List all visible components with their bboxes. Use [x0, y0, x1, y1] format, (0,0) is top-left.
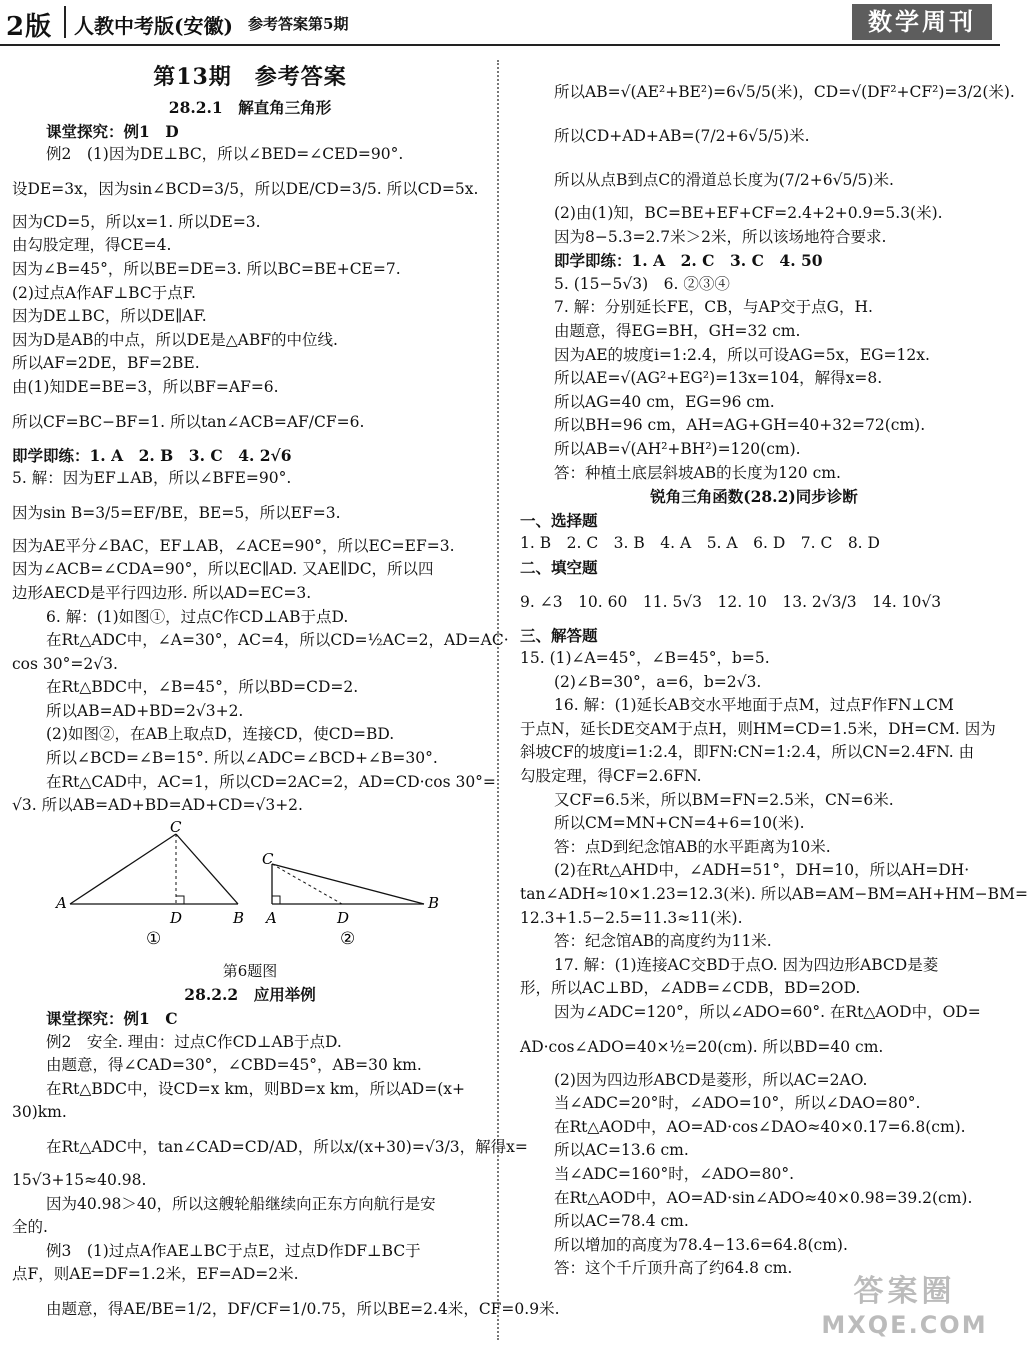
- page-header: [0, 0, 1000, 46]
- text-line: (2)因为四边形ABCD是菱形，所以AC=2AO.: [554, 1070, 868, 1089]
- text-line: 在Rt△BDC中，设CD=x km，则BD=x km，所以AD=(x+: [46, 1079, 465, 1098]
- text-line: 17. 解：(1)连接AC交BD于点O. 因为四边形ABCD是菱: [554, 955, 939, 974]
- text-line: (2)如图②，在AB上取点D，连接CD，使CD=BD.: [46, 725, 395, 744]
- text-line: 所以AG=40 cm，EG=96 cm.: [554, 392, 775, 411]
- text-line: 所以AE=√(AG²+EG²)=13x=104，解得x=8.: [554, 369, 883, 388]
- text-line: 所以AB=AD+BD=2√3+2.: [46, 701, 244, 720]
- text-line: 由勾股定理，得CE=4.: [12, 236, 172, 255]
- text-line: 6. 解：(1)如图①，过点C作CD⊥AB于点D.: [46, 607, 349, 626]
- text-line: 即学即练：1. A 2. C 3. C 4. 50: [554, 251, 823, 271]
- text-line: 因为8−5.3=2.7米＞2米，所以该场地符合要求.: [554, 227, 887, 246]
- text-line: 所以AB=√(AH²+BH²)=120(cm).: [554, 439, 801, 458]
- text-line: 12.3+1.5−2.5=11.3≈11(米).: [520, 908, 743, 927]
- text-line: 7. 解：分别延长FE，CB，与AP交于点G，H.: [554, 298, 873, 317]
- fig-label: C: [170, 817, 182, 836]
- site-watermark: [817, 1273, 992, 1343]
- text-line: 在Rt△BDC中，∠B=45°，所以BD=CD=2.: [46, 678, 359, 697]
- header-separator: [64, 6, 66, 38]
- section-title: 28.2.2 应用举例: [184, 985, 316, 1005]
- text-line: 答：点D到纪念馆AB的水平距离为10米.: [554, 837, 831, 856]
- watermark-url: MXQE.COM: [821, 1311, 988, 1339]
- figure-caption: 第6题图: [222, 961, 278, 980]
- text-line: 点F，则AE=DF=1.2米，EF=AD=2米.: [12, 1265, 299, 1284]
- text-line: 15. (1)∠A=45°，∠B=45°，b=5.: [520, 649, 770, 668]
- text-line: 例3 (1)过点A作AE⊥BC于点E，过点D作DF⊥BC于: [46, 1241, 421, 1260]
- fig-label: A: [56, 893, 67, 912]
- figure-1: [54, 818, 244, 949]
- text-line: 于点N，延长DE交AM于点H，则HM=CD=1.5米，DH=CM. 因为: [520, 719, 996, 738]
- text-line: 答：这个千斤顶升高了约64.8 cm.: [554, 1259, 793, 1278]
- text-line: 例2 安全. 理由：过点C作CD⊥AB于点D.: [46, 1032, 342, 1051]
- text-line: 课堂探究：例1 C: [46, 1009, 178, 1029]
- watermark-logo-text: 答案圈: [853, 1274, 956, 1309]
- publisher-label: 人教中考版(安徽): [74, 14, 233, 38]
- fig-number: ②: [340, 928, 356, 949]
- text-line: 斜坡CF的坡度i=1:2.4，即FN:CN=1:2.4，所以CN=2.4FN. 由: [520, 743, 975, 762]
- text-line: 由题意，得EG=BH，GH=32 cm.: [554, 321, 801, 340]
- subsection-title: 一、选择题: [520, 510, 598, 530]
- section-title: 锐角三角函数(28.2)同步诊断: [650, 487, 858, 507]
- text-line: 所以AF=2DE，BF=2BE.: [12, 354, 200, 373]
- triangle-diagrams: [12, 817, 488, 960]
- text-line: 所以AC=13.6 cm.: [554, 1141, 689, 1160]
- text-line: 所以AB=√(AE²+BE²)=6√5/5(米)，CD=√(DF²+CF²)=3/2(米).: [554, 83, 1015, 101]
- text-line: (2)在Rt△AHD中，∠ADH=51°，DH=10，所以AH=DH·: [554, 861, 970, 880]
- text-line: 30)km.: [12, 1103, 67, 1122]
- text-line: 因为DE⊥BC，所以DE∥AF.: [12, 307, 207, 326]
- text-line: 答：种植土底层斜坡AB的长度为120 cm.: [554, 463, 841, 482]
- text-line: 所以CM=MN+CN=4+6=10(米).: [554, 814, 805, 833]
- text-line: 因为sin B=3/5=EF/BE，BE=5，所以EF=3.: [12, 503, 341, 522]
- text-line: 在Rt△ADC中，tan∠CAD=CD/AD，所以x/(x+30)=√3/3，解得x=: [46, 1138, 528, 1156]
- text-line: 因为AE的坡度i=1:2.4，所以可设AG=5x，EG=12x.: [554, 345, 930, 364]
- text-line: 答：纪念馆AB的高度约为11米.: [554, 932, 772, 951]
- text-line: 因为D是AB的中点，所以DE是△ABF的中位线.: [12, 330, 338, 349]
- text-line: 由题意，得∠CAD=30°，∠CBD=45°，AB=30 km.: [46, 1056, 422, 1075]
- text-line: 由题意，得AE/BE=1/2，DF/CF=1/0.75，所以BE=2.4米，CF=0.9米.: [46, 1299, 560, 1318]
- text-line: 所以从点B到点C的滑道总长度为(7/2+6√5/5)米.: [554, 171, 894, 189]
- text-line: AD·cos∠ADO=40×½=20(cm). 所以BD=40 cm.: [520, 1037, 884, 1056]
- fig-label: B: [428, 893, 440, 912]
- text-line: 在Rt△AOD中，AO=AD·sin∠ADO≈40×0.98=39.2(cm).: [554, 1188, 973, 1207]
- text-line: 因为AE平分∠BAC，EF⊥AB，∠ACE=90°，所以EC=EF=3.: [12, 536, 455, 555]
- edition-label: 2版: [6, 12, 53, 42]
- text-line: (2)由(1)知，BC=BE+EF+CF=2.4+2+0.9=5.3(米).: [554, 204, 943, 222]
- subsection-title: 二、填空题: [520, 557, 598, 577]
- text-line: 在Rt△AOD中，AO=AD·cos∠DAO≈40×0.17=6.8(cm).: [554, 1117, 966, 1136]
- text-line: 在Rt△CAD中，AC=1，所以CD=2AC=2，AD=CD·cos 30°=: [46, 772, 496, 791]
- text-line: 又CF=6.5米，所以BM=FN=2.5米，CN=6米.: [554, 790, 894, 809]
- text-line: 因为∠B=45°，所以BE=DE=3. 所以BC=BE+CE=7.: [12, 259, 401, 278]
- fig-number: ①: [146, 928, 162, 949]
- fig-label: D: [337, 908, 350, 927]
- text-line: (2)∠B=30°，a=6，b=2√3.: [554, 672, 762, 691]
- text-line: 勾股定理，得CF=2.6FN.: [520, 767, 702, 786]
- text-line: (2)过点A作AF⊥BC于点F.: [12, 283, 196, 302]
- text-line: 所以AC=78.4 cm.: [554, 1212, 689, 1231]
- text-line: 当∠ADC=160°时，∠ADO=80°.: [554, 1164, 794, 1183]
- text-line: 5. 解：因为EF⊥AB，所以∠BFE=90°.: [12, 469, 292, 488]
- page-title: 第13期 参考答案: [153, 64, 347, 90]
- problem-6-figure: [12, 817, 488, 960]
- text-line: 例2 (1)因为DE⊥BC，所以∠BED=∠CED=90°.: [46, 145, 404, 164]
- brand-badge: 数学周刊: [852, 4, 992, 40]
- text-line: 在Rt△ADC中，∠A=30°，AC=4，所以CD=½AC=2，AD=AC·: [46, 631, 509, 650]
- text-line: 5. (15−5√3) 6. ②③④: [554, 274, 730, 293]
- text-line: 因为40.98＞40，所以这艘轮船继续向正东方向航行是安: [46, 1194, 436, 1213]
- fig-label: D: [170, 908, 183, 927]
- text-line: 15√3+15≈40.98.: [12, 1171, 147, 1189]
- text-line: 所以BH=96 cm，AH=AG+GH=40+32=72(cm).: [554, 416, 926, 435]
- text-line: cos 30°=2√3.: [12, 654, 118, 673]
- text-line: 当∠ADC=20°时，∠ADO=10°，所以∠DAO=80°.: [554, 1094, 921, 1113]
- text-line: 所以CD+AD+AB=(7/2+6√5/5)米.: [554, 127, 810, 145]
- subsection-title: 三、解答题: [520, 625, 598, 645]
- fig-label: C: [262, 849, 274, 868]
- right-column: [520, 70, 1028, 1281]
- text-line: tan∠ADH≈10×1.23=12.3(米). 所以AB=AM−BM=AH+HM−BM=: [520, 885, 1028, 904]
- text-line: 全的.: [12, 1218, 48, 1237]
- text-line: 1. B 2. C 3. B 4. A 5. A 6. D 7. C 8. D: [520, 534, 880, 553]
- fig-label: A: [266, 908, 277, 927]
- text-line: √3. 所以AB=AD+BD=AD+CD=√3+2.: [12, 796, 303, 815]
- text-line: 由(1)知DE=BE=3，所以BF=AF=6.: [12, 377, 279, 396]
- text-line: 所以CF=BC−BF=1. 所以tan∠ACB=AF/CF=6.: [12, 412, 365, 431]
- text-line: 所以增加的高度为78.4−13.6=64.8(cm).: [554, 1235, 848, 1254]
- text-line: 即学即练：1. A 2. B 3. C 4. 2√6: [12, 445, 292, 465]
- text-line: 因为∠ACB=∠CDA=90°，所以EC∥AD. 又AE∥DC，所以四: [12, 560, 434, 579]
- section-title: 28.2.1 解直角三角形: [168, 98, 332, 117]
- text-line: 课堂探究：例1 D: [46, 121, 179, 141]
- issue-label: 参考答案第5期: [248, 15, 349, 33]
- text-line: 16. 解：(1)延长AB交水平地面于点M，过点F作FN⊥CM: [554, 696, 954, 715]
- text-line: 边形AECD是平行四边形. 所以AD=EC=3.: [12, 583, 312, 602]
- text-line: 形，所以AC⊥BD，∠ADB=∠CDB，BD=2OD.: [520, 979, 861, 998]
- text-line: 9. ∠3 10. 60 11. 5√3 12. 10 13. 2√3/3 14. 10√3: [520, 592, 942, 611]
- text-line: 因为∠ADC=120°，所以∠ADO=60°. 在Rt△AOD中，OD=: [554, 1003, 981, 1021]
- text-line: 设DE=3x，因为sin∠BCD=3/5，所以DE/CD=3/5. 所以CD=5x.: [12, 179, 479, 198]
- text-line: 因为CD=5，所以x=1. 所以DE=3.: [12, 212, 261, 231]
- text-line: 所以∠BCD=∠B=15°. 所以∠ADC=∠BCD+∠B=30°.: [46, 749, 438, 768]
- figure-2: [262, 850, 439, 949]
- fig-label: B: [233, 908, 245, 927]
